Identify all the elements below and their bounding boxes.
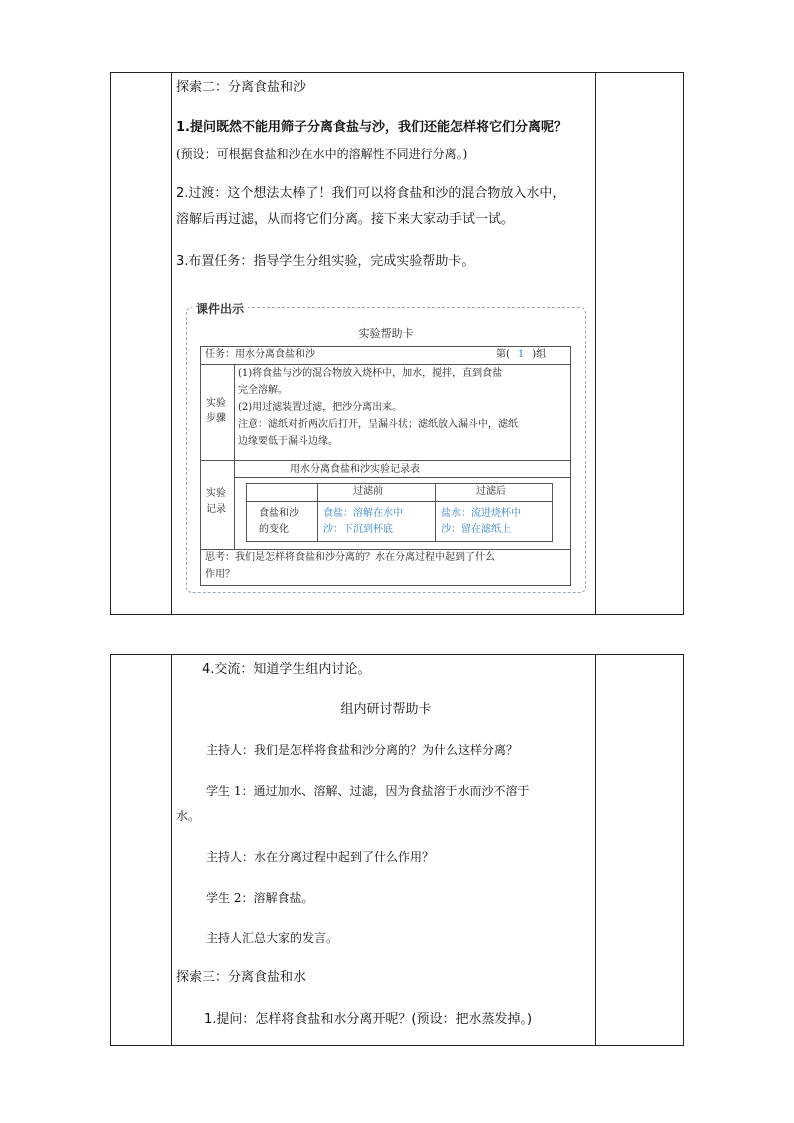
record-label: 实验	[206, 488, 226, 499]
question-1-hint: (预设：可根据食盐和沙在水中的溶解性不同进行分离。)	[176, 147, 468, 161]
row-label: 的变化	[259, 524, 289, 535]
final-question: 1.提问：怎样将食盐和水分离开呢？(预设：把水蒸发掉。)	[204, 1012, 533, 1027]
host-question-1: 主持人：我们是怎样将食盐和沙分离的？为什么这样分离？	[206, 743, 519, 757]
column-after: 过滤后	[476, 486, 506, 497]
row-label: 食盐和沙	[259, 508, 299, 519]
step-line: 完全溶解。	[238, 385, 288, 396]
steps-label: 实验	[206, 398, 226, 409]
student-1-answer: 学生 1：通过加水、溶解、过滤，因为食盐溶于水而沙不溶于	[206, 784, 530, 798]
record-before: 食盐：溶解在水中	[323, 508, 403, 519]
think-question: 作用？	[205, 569, 235, 580]
record-after: 盐水：流进烧杯中	[441, 508, 521, 519]
task-assignment: 3.布置任务：指导学生分组实验，完成实验帮助卡。	[176, 254, 475, 269]
transition-line-2: 溶解后再过滤，从而将它们分离。接下来大家动手试一试。	[176, 212, 515, 227]
steps-label: 步骤	[206, 413, 226, 424]
record-before: 沙：下沉到杯底	[323, 524, 393, 535]
section-heading: 探索二：分离食盐和沙	[176, 80, 307, 95]
step-line: 边缘要低于漏斗边缘。	[238, 436, 338, 447]
student-2-answer: 学生 2：溶解食盐。	[206, 891, 314, 905]
card-tag: 课件出示	[192, 300, 248, 317]
section-heading: 探索三：分离食盐和水	[176, 970, 307, 985]
exchange-step: 4.交流：知道学生组内讨论。	[202, 662, 371, 677]
student-1-answer: 水。	[176, 809, 201, 823]
task-label: 任务：用水分离食盐和沙	[205, 349, 315, 360]
column-before: 过滤前	[353, 486, 383, 497]
column-divider	[171, 73, 172, 614]
host-summary: 主持人汇总大家的发言。	[206, 931, 339, 945]
column-divider	[171, 655, 172, 1045]
record-table-title: 用水分离食盐和沙实验记录表	[290, 464, 420, 475]
step-line: (1)将食盐与沙的混合物放入烧杯中，加水，搅拌，直到食盐	[238, 368, 503, 379]
transition-line-1: 2.过渡：这个想法太棒了！我们可以将食盐和沙的混合物放入水中，	[176, 186, 566, 201]
discussion-card-title: 组内研讨帮助卡	[340, 702, 432, 717]
column-divider	[595, 73, 596, 614]
think-question: 思考：我们是怎样将食盐和沙分离的？水在分离过程中起到了什么	[205, 552, 495, 563]
host-question-2: 主持人：水在分离过程中起到了什么作用？	[206, 850, 435, 864]
record-label: 记录	[206, 504, 226, 515]
record-after: 沙：留在滤纸上	[441, 524, 511, 535]
card-title: 实验帮助卡	[358, 327, 414, 340]
group-number: 第( 1 )组	[496, 349, 547, 360]
step-line: 注意：滤纸对折两次后打开，呈漏斗状；滤纸放入漏斗中，滤纸	[238, 419, 518, 430]
step-line: (2)用过滤装置过滤，把沙分离出来。	[238, 402, 403, 413]
question-1: 1.提问既然不能用筛子分离食盐与沙，我们还能怎样将它们分离呢？	[176, 120, 567, 135]
